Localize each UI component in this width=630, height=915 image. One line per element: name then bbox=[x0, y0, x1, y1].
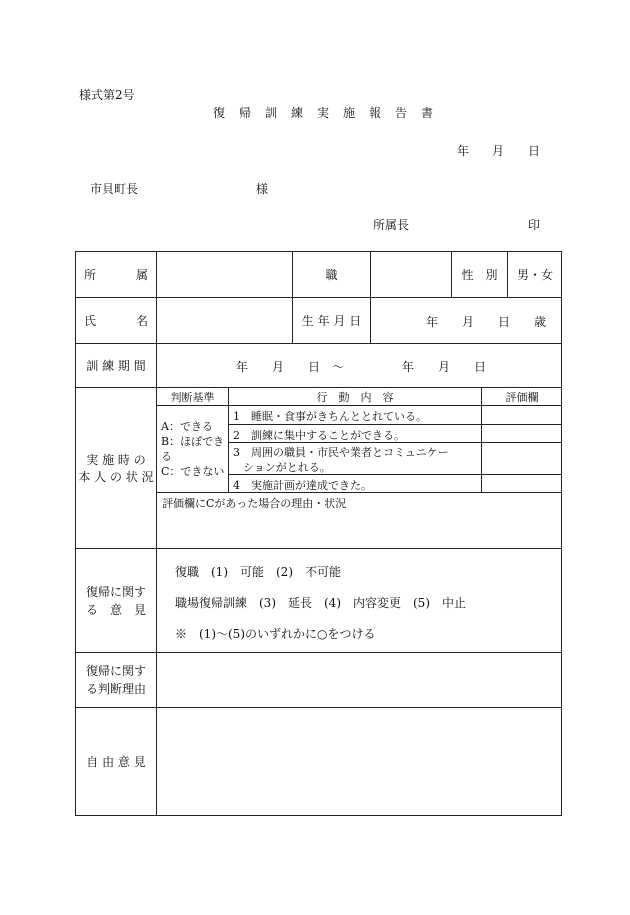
criteria-header: 判断基準 bbox=[170, 390, 215, 404]
eval-cell-1[interactable] bbox=[482, 406, 562, 424]
start-year-label: 年 bbox=[236, 360, 249, 374]
name-label-char: 名 bbox=[135, 314, 148, 328]
end-year-label: 年 bbox=[402, 360, 415, 374]
opinion-training-options[interactable]: 職場復帰訓練 (3) 延長 (4) 内容変更 (5) 中止 bbox=[175, 596, 466, 610]
eval-header: 評価欄 bbox=[505, 390, 539, 404]
criteria-item: C：できない bbox=[161, 465, 225, 478]
action-item-2: 2 訓練に集中することができる。 bbox=[233, 429, 405, 442]
action-item-1: 1 睡眠・食事がきちんととれている。 bbox=[233, 410, 427, 423]
judgment-reason-label bbox=[76, 653, 156, 707]
opinion-label bbox=[76, 549, 156, 652]
action-item-3-cont: ションがとれる。 bbox=[243, 461, 331, 474]
free-opinion-field[interactable] bbox=[157, 708, 562, 815]
gender-label: 性 別 bbox=[461, 268, 498, 282]
name-field[interactable] bbox=[157, 298, 292, 343]
affiliation-label-char: 属 bbox=[135, 268, 148, 282]
action-header: 行 動 内 容 bbox=[316, 390, 394, 404]
affiliation-label-char: 所 bbox=[84, 268, 97, 282]
criteria-item: A：できる bbox=[161, 420, 213, 433]
name-label bbox=[84, 298, 148, 343]
criteria-list bbox=[161, 419, 224, 479]
opinion-label-line: 復帰に関す bbox=[85, 584, 146, 599]
birth-year-label: 年 bbox=[426, 315, 439, 329]
birth-month-label: 月 bbox=[462, 315, 475, 329]
end-day-label: 日 bbox=[474, 360, 487, 374]
age-label: 歳 bbox=[534, 315, 547, 329]
position-field[interactable] bbox=[371, 252, 451, 297]
seal-mark: 印 bbox=[528, 218, 541, 232]
opinion-instruction-note: ※ (1)〜(5)のいずれかに○をつける bbox=[175, 627, 376, 641]
status-label-line: 実 施 時 の bbox=[86, 453, 146, 467]
criteria-item: る bbox=[161, 450, 172, 463]
start-day-label: 日 bbox=[308, 360, 321, 374]
date-day-label: 日 bbox=[528, 144, 541, 158]
form-number: 様式第2号 bbox=[79, 88, 135, 102]
status-label bbox=[76, 388, 156, 548]
addressee-honorific: 様 bbox=[256, 182, 269, 196]
opinion-label-line: る 意 見 bbox=[85, 602, 146, 617]
reason-label-line: る判断理由 bbox=[85, 682, 146, 696]
document-title: 復 帰 訓 練 実 施 報 告 書 bbox=[213, 106, 435, 120]
start-month-label: 月 bbox=[272, 360, 285, 374]
date-year-label: 年 bbox=[457, 144, 470, 158]
birth-day-label: 日 bbox=[498, 315, 511, 329]
action-item-4: 4 実施計画が達成できた。 bbox=[233, 479, 372, 492]
criteria-item: B：ほぼでき bbox=[161, 435, 225, 448]
tilde: 〜 bbox=[332, 360, 345, 374]
opinion-reinstatement-options[interactable]: 復職 (1) 可能 (2) 不可能 bbox=[175, 565, 341, 579]
eval-cell-4[interactable] bbox=[482, 475, 562, 492]
addressee-name: 市貝町長 bbox=[90, 182, 139, 196]
reason-c-label: 評価欄にCがあった場合の理由・状況 bbox=[162, 497, 347, 510]
eval-cell-3[interactable] bbox=[482, 443, 562, 474]
eval-cell-2[interactable] bbox=[482, 425, 562, 442]
birthdate-label: 生 年 月 日 bbox=[301, 314, 362, 328]
affiliation-label bbox=[84, 252, 148, 297]
gender-options[interactable]: 男・女 bbox=[516, 268, 553, 282]
status-label-line: 本 人 の 状 況 bbox=[78, 470, 154, 484]
action-item-3: 3 周囲の職員・市民や業者とコミュニケー bbox=[233, 446, 449, 459]
training-period-label: 訓 練 期 間 bbox=[86, 359, 146, 373]
date-month-label: 月 bbox=[492, 144, 505, 158]
free-opinion-label: 自 由 意 見 bbox=[86, 755, 146, 769]
affiliation-field[interactable] bbox=[157, 252, 292, 297]
sender-label: 所属長 bbox=[373, 218, 410, 232]
position-label: 職 bbox=[325, 268, 338, 282]
reason-label-line: 復帰に関す bbox=[85, 664, 146, 678]
name-label-char: 氏 bbox=[84, 314, 97, 328]
end-month-label: 月 bbox=[438, 360, 451, 374]
judgment-reason-field[interactable] bbox=[157, 653, 562, 707]
